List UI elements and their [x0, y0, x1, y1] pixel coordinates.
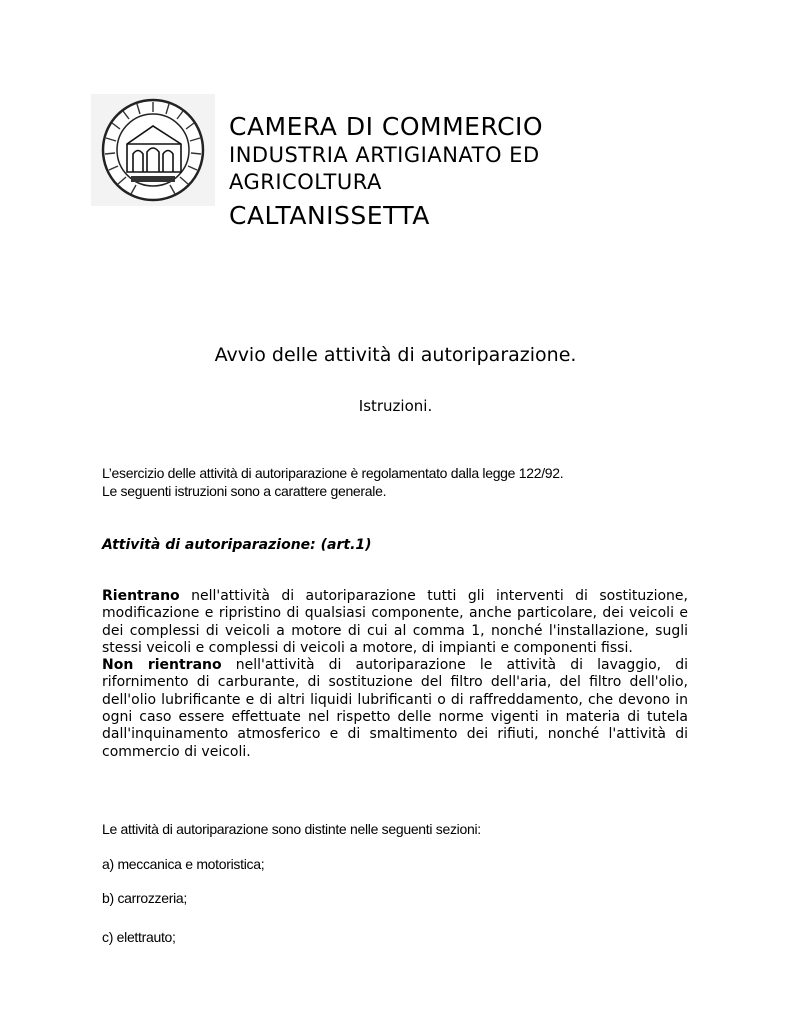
list-item: b) carrozzeria;: [102, 890, 187, 906]
document-title: Avvio delle attività di autoriparazione.: [214, 344, 577, 366]
chamber-seal-logo: [91, 94, 215, 206]
intro-line: Le seguenti istruzioni sono a carattere generale.: [102, 483, 387, 499]
rientrano-label: Rientrano: [102, 588, 180, 604]
article-paragraph: [102, 588, 688, 761]
header-line-city: CALTANISSETTA: [229, 201, 430, 230]
rientrano-text: nell'attività di autoriparazione tutti gli interventi di sostituzione, modificazione e ripristino di qualsiasi componente, anche particolare, dei veicoli e dei complessi di veicoli a motore di cui al comma 1, nonché l'installazione, sugli stessi veicoli e complessi di veicoli a motore, di impianti e componenti fissi.: [102, 588, 688, 656]
sections-list-intro: Le attività di autoriparazione sono distinte nelle seguenti sezioni:: [102, 821, 481, 837]
non-rientrano-paragraph: [102, 657, 688, 761]
header-line-industria: INDUSTRIA ARTIGIANATO ED: [229, 143, 540, 167]
intro-line: L’esercizio delle attività di autoriparazione è regolamentato dalla legge 122/92.: [102, 465, 564, 481]
document-subtitle-text: Istruzioni.: [358, 397, 433, 415]
intro-paragraph: [102, 464, 702, 500]
non-rientrano-label: Non rientrano: [102, 657, 222, 674]
document-subtitle: [0, 396, 791, 416]
rientrano-paragraph: [102, 588, 688, 657]
list-item: a) meccanica e motoristica;: [102, 856, 265, 872]
header-line-agricoltura: AGRICOLTURA: [229, 170, 382, 194]
header-line-camera: CAMERA DI COMMERCIO: [229, 112, 544, 141]
non-rientrano-text: nell'attività di autoriparazione le attività di lavaggio, di rifornimento di carburante, di sostituzione del filtro dell'aria, del filtro dell'olio, dell'olio lubrificante e di altri liquidi lubrificanti o di raffreddamento, che devono in ogni caso essere effettuate nel rispetto delle norme vigenti in materia di tutela dall'inquinamento atmosferico e di smaltimento dei rifiuti, nonché l'attività di commercio di veicoli.: [102, 657, 688, 760]
chamber-name-header: [229, 112, 543, 231]
list-item: c) elettrauto;: [102, 929, 176, 945]
section-heading: Attività di autoriparazione: (art.1): [102, 537, 372, 553]
